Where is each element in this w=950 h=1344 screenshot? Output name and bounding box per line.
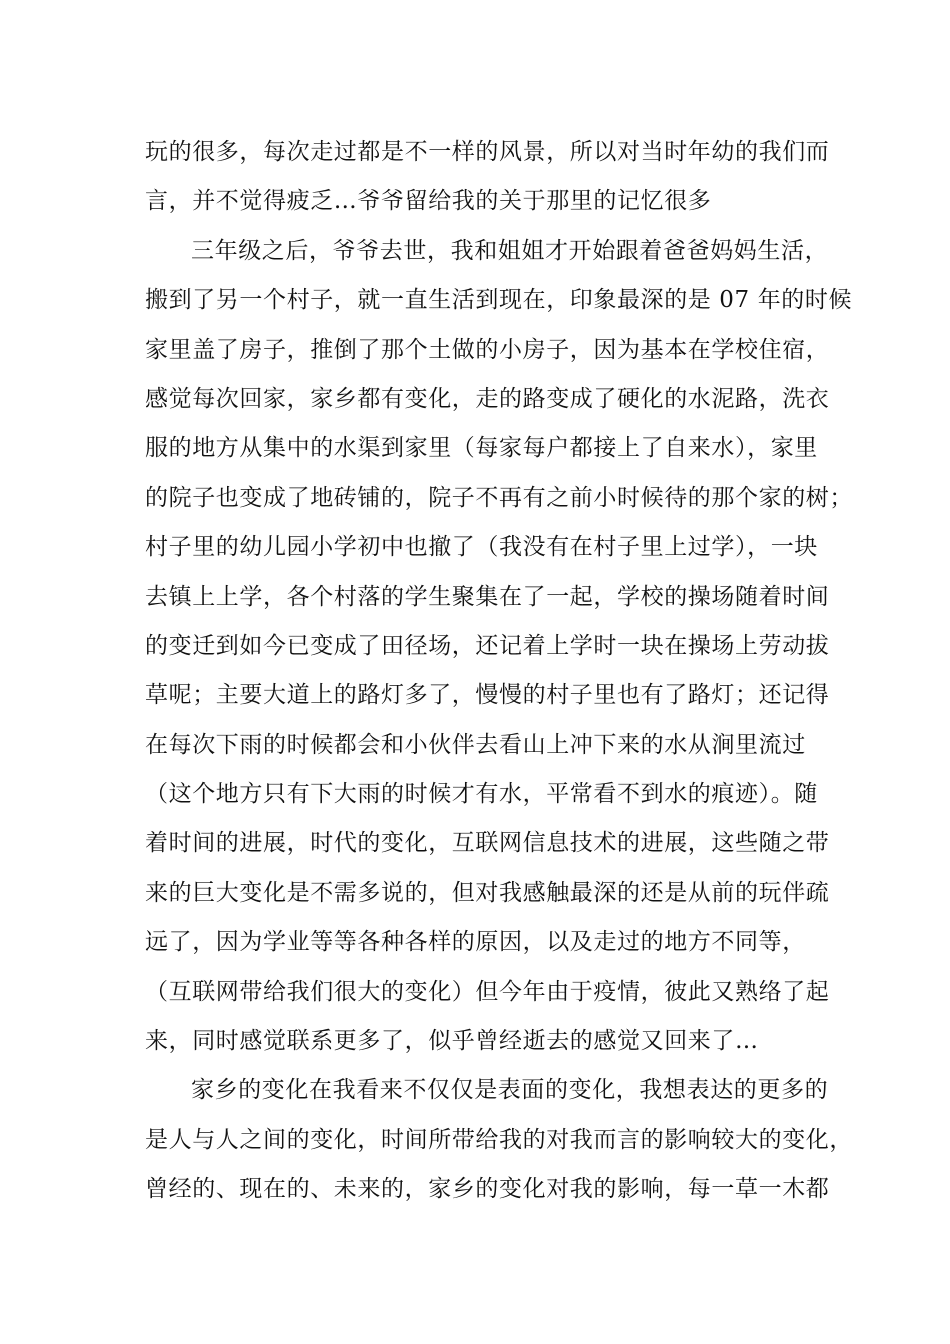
text-line: 远了，因为学业等等各种各样的原因，以及走过的地方不同等， [145,929,806,956]
text-line: 玩的很多，每次走过都是不一样的风景，所以对当时年幼的我们而 [145,139,830,165]
paragraph-start-line: 三年级之后，爷爷去世，我和姐姐才开始跟着爸爸妈妈生活， [191,237,829,264]
text-line: 搬到了另一个村子，就一直生活到现在，印象最深的是 07 年的时候 [145,287,853,314]
text-line: （这个地方只有下大雨的时候才有水，平常看不到水的痕迹）。随 [145,781,818,808]
paragraph-start-line: 家乡的变化在我看来不仅仅是表面的变化，我想表达的更多的 [191,1077,829,1104]
text-line: 来的巨大变化是不需多说的，但对我感触最深的还是从前的玩伴疏 [145,879,830,906]
text-line: 感觉每次回家，家乡都有变化，走的路变成了硬化的水泥路，洗衣 [145,385,830,412]
text-line: 是人与人之间的变化，时间所带给我的对我而言的影响较大的变化， [145,1126,853,1153]
text-line: 曾经的、现在的、未来的，家乡的变化对我的影响，每一草一木都 [145,1176,830,1203]
text-line: 的变迁到如今已变成了田径场，还记着上学时一块在操场上劳动拔 [145,632,830,659]
text-line: 去镇上上学，各个村落的学生聚集在了一起，学校的操场随着时间 [145,583,830,610]
text-line: 在每次下雨的时候都会和小伙伴去看山上冲下来的水从涧里流过 [145,731,806,758]
body-text [145,128,853,1215]
text-line: 着时间的进展，时代的变化，互联网信息技术的进展，这些随之带 [145,830,830,857]
text-line: 服的地方从集中的水渠到家里（每家每户都接上了自来水），家里 [145,435,818,462]
text-line: 村子里的幼儿园小学初中也撤了（我没有在村子里上过学），一块 [145,534,818,561]
text-line: 草呢；主要大道上的路灯多了，慢慢的村子里也有了路灯；还记得 [145,682,830,709]
text-line: （互联网带给我们很大的变化）但今年由于疫情，彼此又熟络了起 [145,978,830,1005]
text-line: 来，同时感觉联系更多了，似乎曾经逝去的感觉又回来了… [145,1028,759,1055]
text-line: 家里盖了房子，推倒了那个土做的小房子，因为基本在学校住宿， [145,336,830,363]
text-line: 的院子也变成了地砖铺的，院子不再有之前小时候待的那个家的树； [145,484,853,511]
text-line: 言，并不觉得疲乏…爷爷留给我的关于那里的记忆很多 [145,188,712,215]
